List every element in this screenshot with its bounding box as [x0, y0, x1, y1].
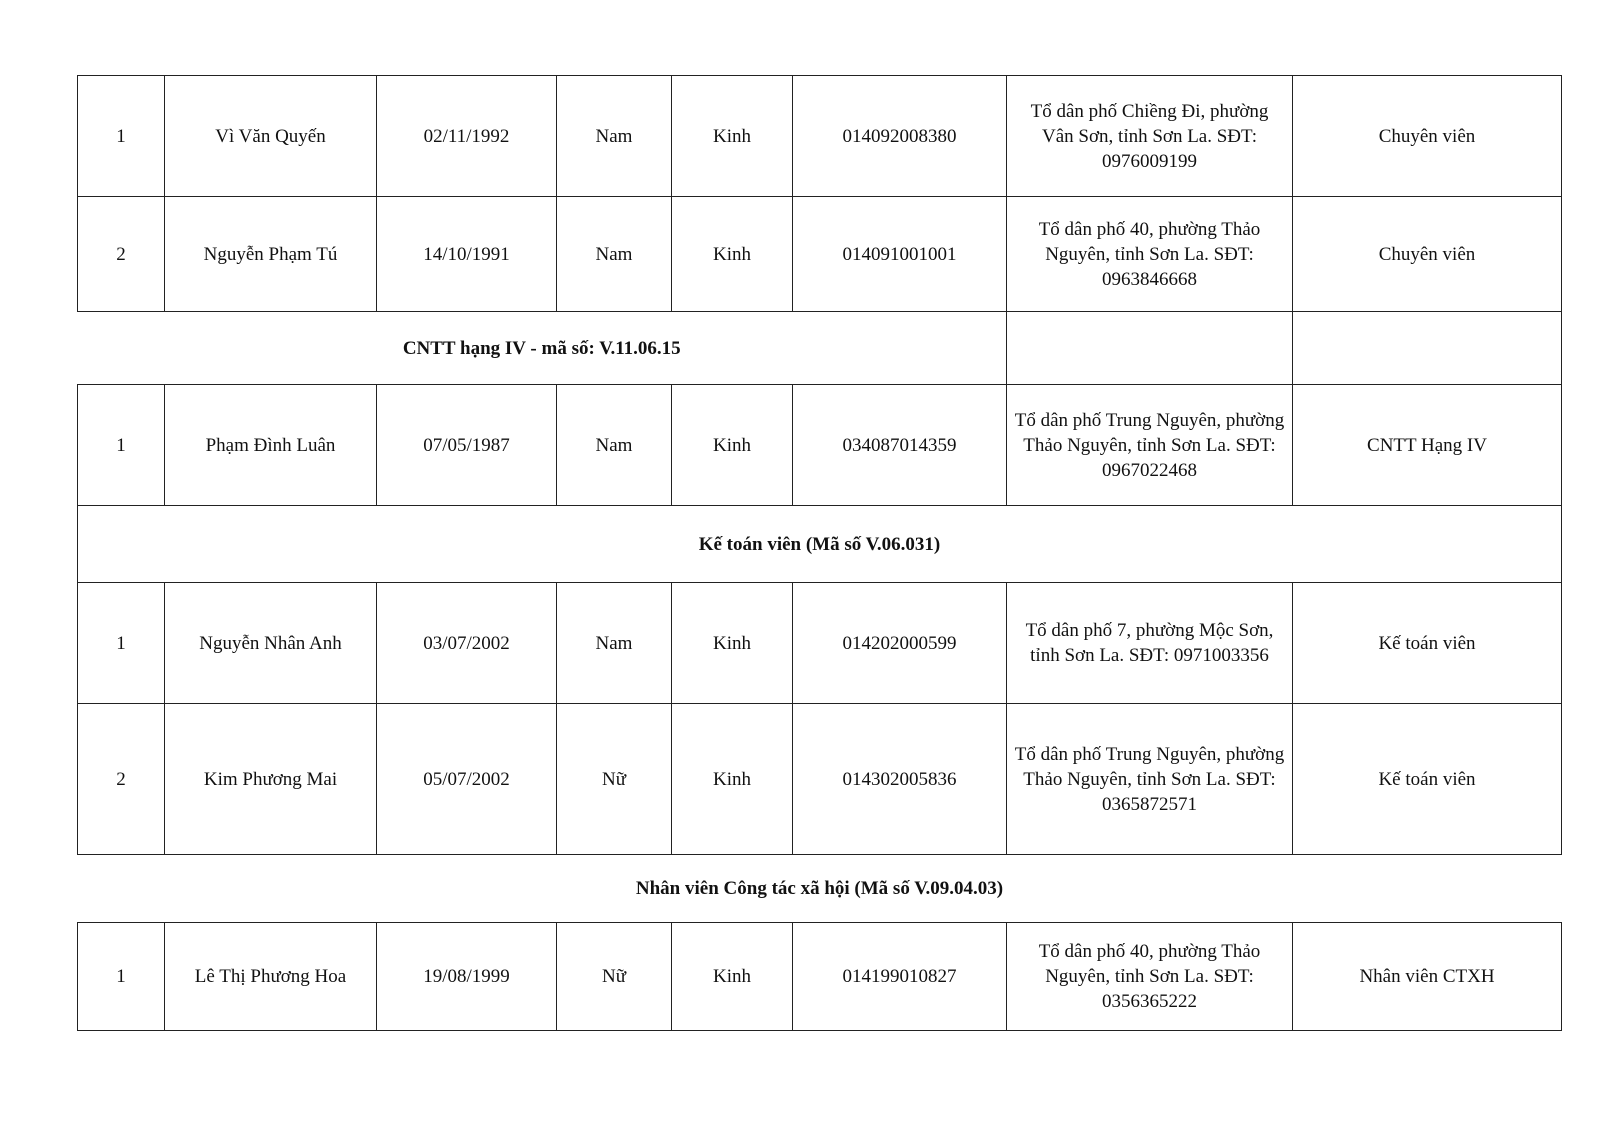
position-cell: Nhân viên CTXH	[1293, 923, 1562, 1031]
dob-cell: 02/11/1992	[377, 76, 557, 197]
stt-cell: 1	[78, 583, 165, 704]
table-row	[78, 583, 1562, 704]
name-cell: Kim Phương Mai	[165, 704, 377, 855]
name-cell: Nguyễn Nhân Anh	[165, 583, 377, 704]
position-cell: Kế toán viên	[1293, 583, 1562, 704]
staff-table	[77, 75, 1562, 1031]
id-number-cell: 014092008380	[793, 76, 1007, 197]
ethnicity-cell: Kinh	[672, 76, 793, 197]
table-row	[78, 197, 1562, 312]
ethnicity-cell: Kinh	[672, 197, 793, 312]
id-number-cell: 014202000599	[793, 583, 1007, 704]
name-cell: Phạm Đình Luân	[165, 385, 377, 506]
stt-cell: 1	[78, 76, 165, 197]
ethnicity-cell: Kinh	[672, 385, 793, 506]
section-title: CNTT hạng IV - mã số: V.11.06.15	[402, 337, 681, 359]
stt-cell: 2	[78, 704, 165, 855]
section-header-row	[78, 855, 1562, 923]
stt-cell: 2	[78, 197, 165, 312]
position-cell: CNTT Hạng IV	[1293, 385, 1562, 506]
position-cell: Chuyên viên	[1293, 197, 1562, 312]
name-cell: Vì Văn Quyến	[165, 76, 377, 197]
gender-cell: Nữ	[557, 704, 672, 855]
empty-cell	[1293, 312, 1562, 385]
name-cell: Lê Thị Phương Hoa	[165, 923, 377, 1031]
name-cell: Nguyễn Phạm Tú	[165, 197, 377, 312]
position-cell: Kế toán viên	[1293, 704, 1562, 855]
section-title: Nhân viên Công tác xã hội (Mã số V.09.04.03)	[635, 878, 1004, 899]
ethnicity-cell: Kinh	[672, 923, 793, 1031]
stt-cell: 1	[78, 923, 165, 1031]
table-row	[78, 923, 1562, 1031]
table-row	[78, 704, 1562, 855]
position-cell: Chuyên viên	[1293, 76, 1562, 197]
id-number-cell: 014091001001	[793, 197, 1007, 312]
table-row	[78, 76, 1562, 197]
stt-cell: 1	[78, 385, 165, 506]
id-number-cell: 014199010827	[793, 923, 1007, 1031]
ethnicity-cell: Kinh	[672, 583, 793, 704]
dob-cell: 14/10/1991	[377, 197, 557, 312]
address-cell: Tổ dân phố Chiềng Đi, phường Vân Sơn, tỉnh Sơn La. SĐT: 0976009199	[1007, 76, 1293, 197]
gender-cell: Nam	[557, 583, 672, 704]
ethnicity-cell: Kinh	[672, 704, 793, 855]
gender-cell: Nữ	[557, 923, 672, 1031]
address-cell: Tổ dân phố 40, phường Thảo Nguyên, tỉnh Sơn La. SĐT: 0963846668	[1007, 197, 1293, 312]
dob-cell: 03/07/2002	[377, 583, 557, 704]
dob-cell: 07/05/1987	[377, 385, 557, 506]
dob-cell: 05/07/2002	[377, 704, 557, 855]
address-cell: Tổ dân phố 40, phường Thảo Nguyên, tỉnh Sơn La. SĐT: 0356365222	[1007, 923, 1293, 1031]
dob-cell: 19/08/1999	[377, 923, 557, 1031]
section-header-row	[78, 312, 1562, 385]
gender-cell: Nam	[557, 197, 672, 312]
section-title: Kế toán viên (Mã số V.06.031)	[78, 506, 1562, 583]
id-number-cell: 014302005836	[793, 704, 1007, 855]
address-cell: Tổ dân phố 7, phường Mộc Sơn, tỉnh Sơn La. SĐT: 0971003356	[1007, 583, 1293, 704]
address-cell: Tổ dân phố Trung Nguyên, phường Thảo Nguyên, tỉnh Sơn La. SĐT: 0967022468	[1007, 385, 1293, 506]
id-number-cell: 034087014359	[793, 385, 1007, 506]
address-cell: Tổ dân phố Trung Nguyên, phường Thảo Nguyên, tỉnh Sơn La. SĐT: 0365872571	[1007, 704, 1293, 855]
gender-cell: Nam	[557, 385, 672, 506]
section-header-row	[78, 506, 1562, 583]
empty-cell	[1007, 312, 1293, 385]
table-row	[78, 385, 1562, 506]
gender-cell: Nam	[557, 76, 672, 197]
